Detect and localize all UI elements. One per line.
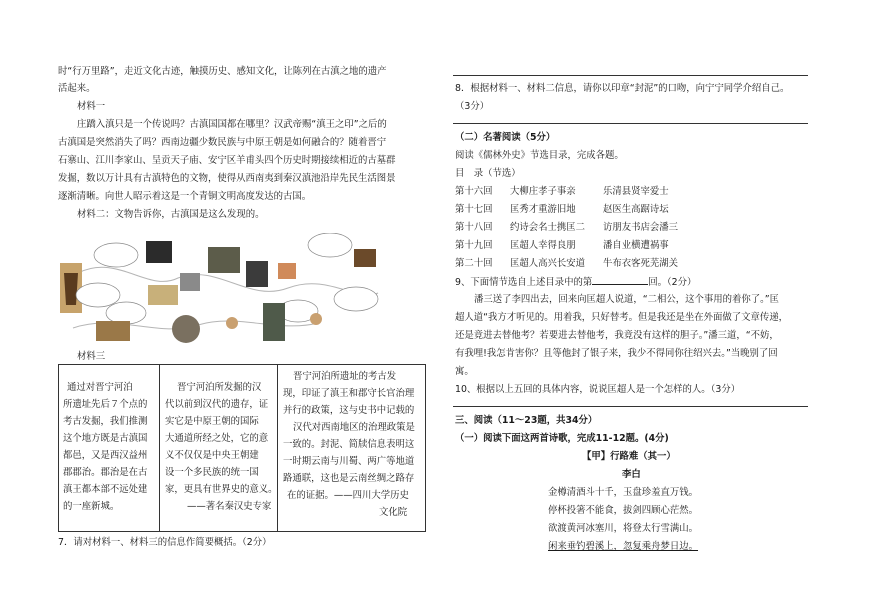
material-2-title: 材料二：文物告诉你，古滇国是这么发现的。	[77, 209, 265, 220]
toc-chapter: 第十八回	[455, 222, 493, 233]
question-9-prefix: 9、下面情节选自上述目录中的第	[455, 277, 593, 288]
cell-line: 考古发掘，我们推测	[63, 416, 148, 427]
answer-line	[453, 75, 808, 76]
question-7: 7．请对材料一、材料三的信息作简要概括。（2分）	[58, 537, 272, 548]
cell-line: 滇王都本部不远处建	[63, 484, 148, 495]
question-9-suffix: 回。（2分）	[648, 277, 697, 288]
section-3-subtitle: （一）阅读下面这两首诗歌，完成11-12题。(4分)	[455, 433, 669, 444]
poem-author: 李白	[622, 469, 641, 480]
toc-title-a: 约诗会名士携匡二	[510, 222, 586, 233]
answer-blank[interactable]	[592, 275, 648, 285]
toc-title-b: 牛布衣客死芜湖关	[603, 258, 679, 269]
material-3-title: 材料三	[77, 351, 106, 362]
material-3-cell	[159, 365, 278, 531]
material-3-cell	[59, 365, 160, 531]
answer-line	[453, 123, 808, 124]
material-1-line: 庄蹻入滇只是一个传说吗？古滇国国都在哪里？汉武帝赐“滇王之印”之后的	[77, 119, 387, 130]
passage-line: 潘三送了李四出去，回来向匡超人说道，“二相公，这个事用的着你了。”匡	[474, 294, 780, 305]
poem-title: 【甲】行路难（其一）	[582, 451, 676, 462]
cell-line: 汉代对西南地区的治理政策是	[293, 422, 415, 433]
cell-line: 文化院	[379, 507, 408, 518]
material-3-table	[58, 364, 426, 532]
cell-line: 郡郡治。郡治是在古	[63, 467, 148, 478]
toc-title-a: 匡秀才重游旧地	[510, 204, 576, 215]
cell-line: 现，印证了滇王和郡守长官治理	[283, 388, 415, 399]
question-8-score: （3分）	[455, 101, 490, 112]
material-3-cell	[277, 365, 425, 531]
poem-line: 欲渡黄河冰塞川，将登太行雪满山。	[548, 523, 699, 534]
toc-title-a: 匡超人幸得良朋	[510, 240, 576, 251]
cell-line: ——著名秦汉史专家	[187, 501, 272, 512]
material-1-line: 石寨山、江川李家山、呈贡天子庙、安宁区羊甫头四个历史时期接续相近的古墓群	[58, 155, 396, 166]
passage-line: 寓。	[455, 366, 474, 377]
cell-line: 晋宁河泊所发掘的汉	[177, 382, 262, 393]
passage-line: 有我哩!我怎肯害你？且等他封了银子来，我少不得同你往绍兴去。”当晚别了回	[455, 348, 778, 359]
passage-line: 超人道“我方才听见的。用着我，只好替考。但是我还是坐在外面做了文章传递，	[455, 312, 788, 323]
passage-line: 还是竟进去替他考？若要进去替他考，我竟没有这样的胆子。”潘三道，“不妨，	[455, 330, 779, 341]
cell-line: 晋宁河泊所遗址的考古发	[293, 371, 397, 382]
toc-title-b: 潘自业横遭祸事	[603, 240, 669, 251]
cell-line: 家，更具有世界史的意义。	[165, 484, 278, 495]
toc-title-b: 赵医生高踞诗坛	[603, 204, 669, 215]
section-2-intro: 阅读《儒林外史》节选目录，完成各题。	[455, 150, 624, 161]
toc-title-a: 大柳庄孝子事亲	[510, 186, 576, 197]
question-9	[455, 275, 696, 289]
cell-line: 代以前到汉代的遗存，证	[165, 399, 269, 410]
cell-line: 大通道所经之处，它的意	[165, 433, 269, 444]
question-10: 10、根据以上五回的具体内容，说说匡超人是一个怎样的人。（3分）	[455, 384, 741, 395]
toc-title-b: 乐清县贤宰爱士	[603, 186, 669, 197]
cell-line: 这个地方既是古滇国	[63, 433, 148, 444]
section-3-title: 三、阅读（11～23题，共34分）	[455, 415, 598, 426]
toc-title-a: 匡超人高兴长安道	[510, 258, 586, 269]
material-1-line: 古滇国是突然消失了吗？西南边疆少数民族与中原王朝是如何融合的？随着晋宁	[58, 137, 387, 148]
cell-line: 一致的。封泥、简牍信息表明这	[283, 439, 415, 450]
question-8: 8．根据材料一、材料二信息，请你以印章“封泥”的口吻，向宁宁同学介绍自己。	[455, 83, 790, 94]
toc-chapter: 第十七回	[455, 204, 493, 215]
cell-line: 通过对晋宁河泊	[67, 382, 133, 393]
poem-line: 停杯投箸不能食，拔剑四顾心茫然。	[548, 505, 699, 516]
cell-line: 设一个多民族的统一国	[165, 467, 259, 478]
toc-chapter: 第十六回	[455, 186, 493, 197]
cell-line: 一时期云南与川蜀、两广等地道	[283, 456, 415, 467]
material-1-line: 逐渐清晰。向世人昭示着这是一个青铜文明高度发达的古国。	[58, 191, 312, 202]
toc-chapter: 第二十回	[455, 258, 493, 269]
poem-line: 金樽清酒斗十千，玉盘珍羞直万钱。	[548, 487, 699, 498]
cell-line: 并行的政策，这与史书中记载的	[283, 405, 415, 416]
intro-line: 时“行万里路”，走近文化古迹，触摸历史、感知文化，让陈列在古滇之地的遗产	[58, 66, 387, 77]
material-1-title: 材料一	[77, 101, 106, 112]
material-1-line: 发掘，数以万计具有古滇特色的文物，使得从西南夷到秦汉滇池沿岸先民生活图景	[58, 173, 396, 184]
cell-line: 的一座新城。	[63, 501, 120, 512]
poem-line-underlined: 闲来垂钓碧溪上，忽复乘舟梦日边。	[548, 541, 699, 552]
cell-line: 路通联，这也是云南丝绸之路存	[283, 473, 415, 484]
section-2-title: （二）名著阅读（5分）	[455, 132, 556, 143]
cell-line: 都邑，又是西汉益州	[63, 450, 148, 461]
cell-line: 在的证据。——四川大学历史	[287, 490, 409, 501]
artifact-collage-image	[58, 233, 388, 345]
cell-line: 实它是中原王朝的国际	[165, 416, 259, 427]
answer-line	[453, 406, 808, 407]
cell-line: 义不仅仅是中央王朝建	[165, 450, 259, 461]
toc-chapter: 第十九回	[455, 240, 493, 251]
toc-title-b: 访朋友书店会潘三	[603, 222, 679, 233]
toc-heading: 目 录（节选）	[455, 168, 521, 179]
cell-line: 所遗址先后７个点的	[63, 399, 148, 410]
intro-line: 活起来。	[58, 83, 96, 94]
